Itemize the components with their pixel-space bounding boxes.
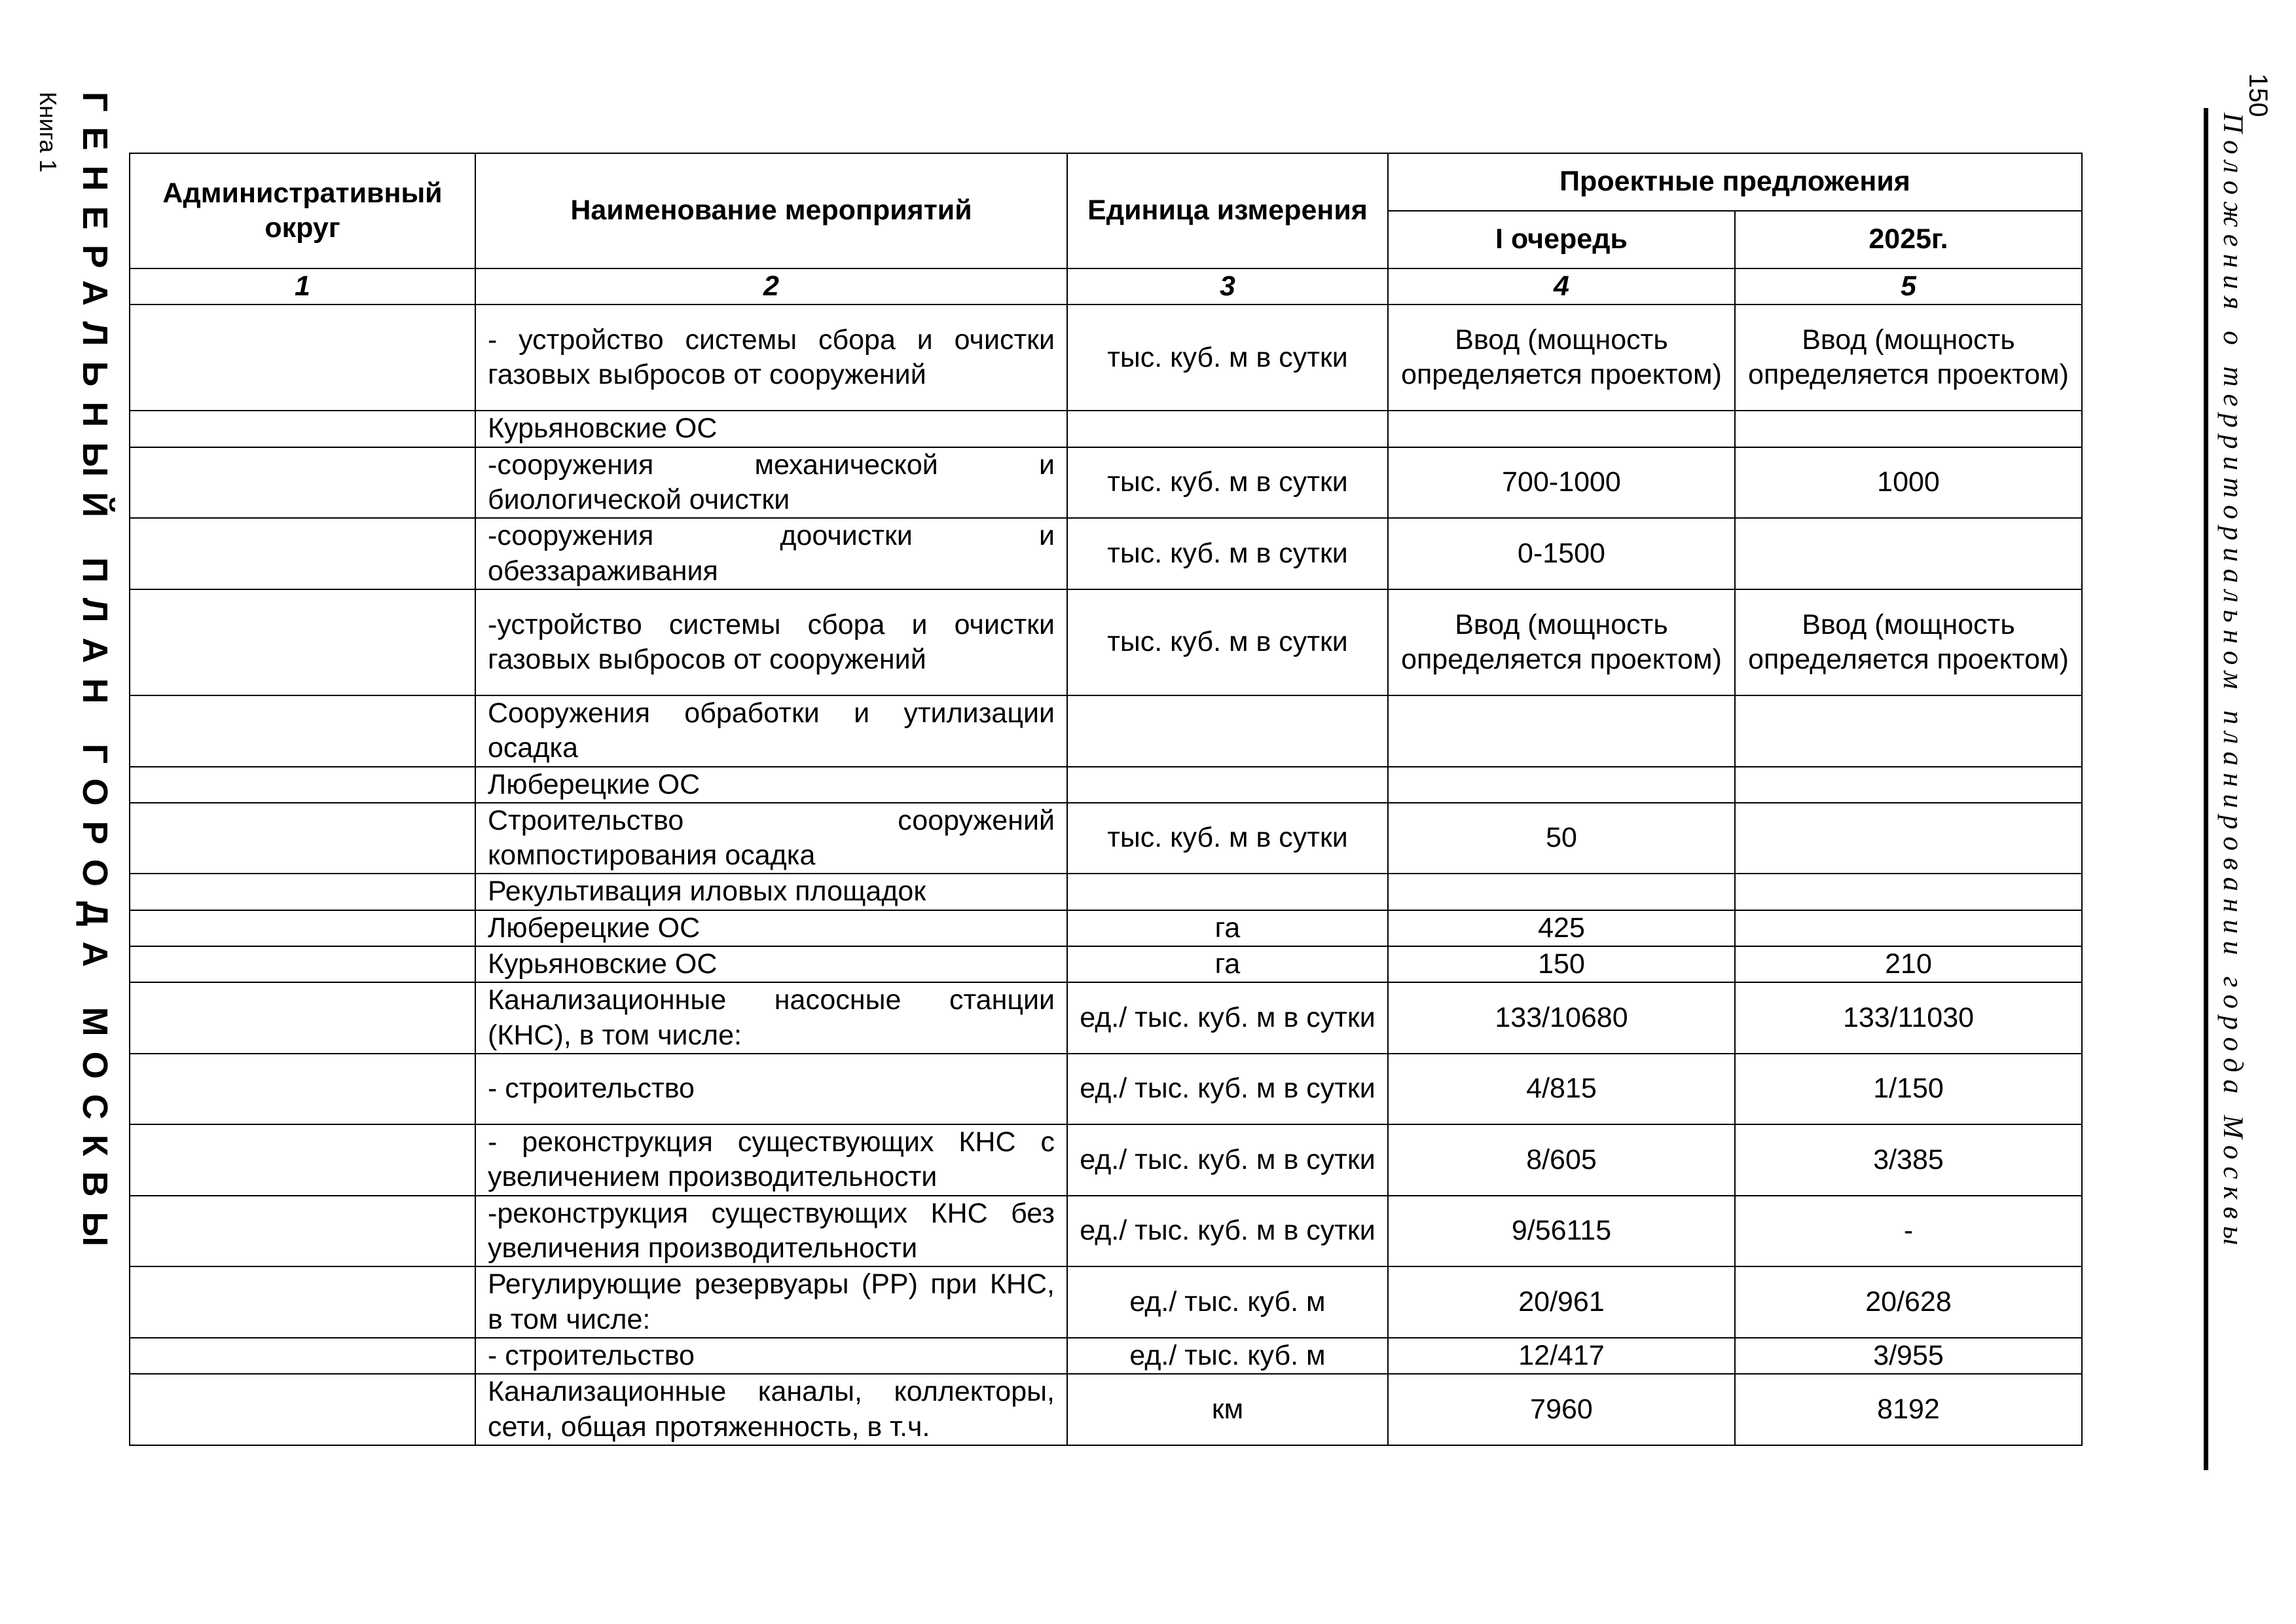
first-stage-cell: 20/961	[1388, 1266, 1735, 1338]
district-cell	[130, 767, 475, 803]
table-row	[130, 1054, 2082, 1124]
measure-name-cell: - строительство	[475, 1054, 1067, 1124]
unit-cell	[1067, 411, 1388, 447]
unit-cell	[1067, 874, 1388, 910]
year-2025-cell	[1735, 803, 2082, 874]
district-cell	[130, 1124, 475, 1196]
document-title-vertical: ГЕНЕРАЛЬНЫЙ ПЛАН ГОРОДА МОСКВЫ	[75, 92, 115, 1262]
unit-cell: ед./ тыс. куб. м в сутки	[1067, 1196, 1388, 1267]
table-row	[130, 1374, 2082, 1445]
unit-cell	[1067, 695, 1388, 767]
measure-name-cell: Строительство сооружений компостирования осадка	[475, 803, 1067, 874]
unit-cell: ед./ тыс. куб. м в сутки	[1067, 982, 1388, 1054]
table-row	[130, 518, 2082, 589]
district-cell	[130, 304, 475, 411]
table-row	[130, 874, 2082, 910]
year-2025-cell: Ввод (мощность определяется проектом)	[1735, 304, 2082, 411]
measure-name-cell: - строительство	[475, 1338, 1067, 1374]
section-title-vertical: Положения о территориальном планировании города Москвы	[2217, 113, 2248, 1253]
header-year-2025: 2025г.	[1735, 211, 2082, 268]
column-number-row	[130, 268, 2082, 304]
first-stage-cell: 9/56115	[1388, 1196, 1735, 1267]
table-row	[130, 1338, 2082, 1374]
first-stage-cell: 8/605	[1388, 1124, 1735, 1196]
year-2025-cell	[1735, 874, 2082, 910]
year-2025-cell: 8192	[1735, 1374, 2082, 1445]
first-stage-cell: 7960	[1388, 1374, 1735, 1445]
first-stage-cell: 150	[1388, 946, 1735, 982]
first-stage-cell: Ввод (мощность определяется проектом)	[1388, 589, 1735, 695]
measure-name-cell: Регулирующие резервуары (РР) при КНС, в том числе:	[475, 1266, 1067, 1338]
first-stage-cell	[1388, 695, 1735, 767]
first-stage-cell	[1388, 767, 1735, 803]
measure-name-cell: -сооружения доочистки и обеззараживания	[475, 518, 1067, 589]
column-number: 3	[1067, 268, 1388, 304]
year-2025-cell	[1735, 910, 2082, 946]
district-cell	[130, 982, 475, 1054]
header-measure-name: Наименование мероприятий	[475, 153, 1067, 268]
district-cell	[130, 411, 475, 447]
table-row	[130, 1124, 2082, 1196]
year-2025-cell	[1735, 518, 2082, 589]
table-row	[130, 910, 2082, 946]
first-stage-cell: 0-1500	[1388, 518, 1735, 589]
unit-cell: ед./ тыс. куб. м в сутки	[1067, 1124, 1388, 1196]
unit-cell: га	[1067, 910, 1388, 946]
first-stage-cell: 4/815	[1388, 1054, 1735, 1124]
header-project-proposals: Проектные предложения	[1388, 153, 2082, 211]
measure-name-cell: -сооружения механической и биологической очистки	[475, 447, 1067, 519]
measure-name-cell: - устройство системы сбора и очистки газовых выбросов от сооружений	[475, 304, 1067, 411]
table-row	[130, 589, 2082, 695]
district-cell	[130, 518, 475, 589]
year-2025-cell	[1735, 411, 2082, 447]
measure-name-cell: Люберецкие ОС	[475, 910, 1067, 946]
year-2025-cell: 1000	[1735, 447, 2082, 519]
district-cell	[130, 1338, 475, 1374]
table-row	[130, 1196, 2082, 1267]
year-2025-cell: 3/955	[1735, 1338, 2082, 1374]
first-stage-cell	[1388, 411, 1735, 447]
district-cell	[130, 910, 475, 946]
measure-name-cell: Курьяновские ОС	[475, 946, 1067, 982]
district-cell	[130, 1266, 475, 1338]
table-row	[130, 982, 2082, 1054]
district-cell	[130, 946, 475, 982]
unit-cell: га	[1067, 946, 1388, 982]
measure-name-cell: Канализационные насосные станции (КНС), в том числе:	[475, 982, 1067, 1054]
column-number: 1	[130, 268, 475, 304]
measure-name-cell: -устройство системы сбора и очистки газовых выбросов от сооружений	[475, 589, 1067, 695]
measure-name-cell: Сооружения обработки и утилизации осадка	[475, 695, 1067, 767]
unit-cell: тыс. куб. м в сутки	[1067, 589, 1388, 695]
first-stage-cell: Ввод (мощность определяется проектом)	[1388, 304, 1735, 411]
first-stage-cell: 133/10680	[1388, 982, 1735, 1054]
table-row	[130, 304, 2082, 411]
first-stage-cell: 425	[1388, 910, 1735, 946]
table-row	[130, 695, 2082, 767]
header-first-stage: I очередь	[1388, 211, 1735, 268]
unit-cell: тыс. куб. м в сутки	[1067, 803, 1388, 874]
header-district: Административный округ	[130, 153, 475, 268]
year-2025-cell: 133/11030	[1735, 982, 2082, 1054]
district-cell	[130, 1054, 475, 1124]
unit-cell: тыс. куб. м в сутки	[1067, 447, 1388, 519]
district-cell	[130, 695, 475, 767]
column-number: 2	[475, 268, 1067, 304]
book-label: Книга 1	[35, 92, 62, 173]
year-2025-cell: 3/385	[1735, 1124, 2082, 1196]
measures-table	[129, 153, 2083, 1446]
measure-name-cell: - реконструкция существующих КНС с увеличением производительности	[475, 1124, 1067, 1196]
unit-cell: тыс. куб. м в сутки	[1067, 304, 1388, 411]
table-row	[130, 767, 2082, 803]
unit-cell: ед./ тыс. куб. м в сутки	[1067, 1054, 1388, 1124]
year-2025-cell	[1735, 767, 2082, 803]
first-stage-cell: 700-1000	[1388, 447, 1735, 519]
district-cell	[130, 447, 475, 519]
header-unit: Единица измерения	[1067, 153, 1388, 268]
unit-cell: тыс. куб. м в сутки	[1067, 518, 1388, 589]
district-cell	[130, 874, 475, 910]
district-cell	[130, 1374, 475, 1445]
unit-cell: км	[1067, 1374, 1388, 1445]
table-row	[130, 803, 2082, 874]
table-row	[130, 447, 2082, 519]
year-2025-cell: Ввод (мощность определяется проектом)	[1735, 589, 2082, 695]
unit-cell	[1067, 767, 1388, 803]
measure-name-cell: -реконструкция существующих КНС без увеличения производительности	[475, 1196, 1067, 1267]
first-stage-cell: 50	[1388, 803, 1735, 874]
district-cell	[130, 589, 475, 695]
unit-cell: ед./ тыс. куб. м	[1067, 1338, 1388, 1374]
measure-name-cell: Курьяновские ОС	[475, 411, 1067, 447]
year-2025-cell: 1/150	[1735, 1054, 2082, 1124]
table-row	[130, 1266, 2082, 1338]
page-number: 150	[2244, 73, 2272, 117]
year-2025-cell	[1735, 695, 2082, 767]
district-cell	[130, 1196, 475, 1267]
first-stage-cell: 12/417	[1388, 1338, 1735, 1374]
measure-name-cell: Рекультивация иловых площадок	[475, 874, 1067, 910]
column-number: 5	[1735, 268, 2082, 304]
first-stage-cell	[1388, 874, 1735, 910]
column-number: 4	[1388, 268, 1735, 304]
unit-cell: ед./ тыс. куб. м	[1067, 1266, 1388, 1338]
margin-rule	[2204, 108, 2208, 1470]
district-cell	[130, 803, 475, 874]
year-2025-cell: 210	[1735, 946, 2082, 982]
measure-name-cell: Канализационные каналы, коллекторы, сети, общая протяженность, в т.ч.	[475, 1374, 1067, 1445]
year-2025-cell: -	[1735, 1196, 2082, 1267]
table-row	[130, 411, 2082, 447]
year-2025-cell: 20/628	[1735, 1266, 2082, 1338]
table-row	[130, 946, 2082, 982]
measure-name-cell: Люберецкие ОС	[475, 767, 1067, 803]
